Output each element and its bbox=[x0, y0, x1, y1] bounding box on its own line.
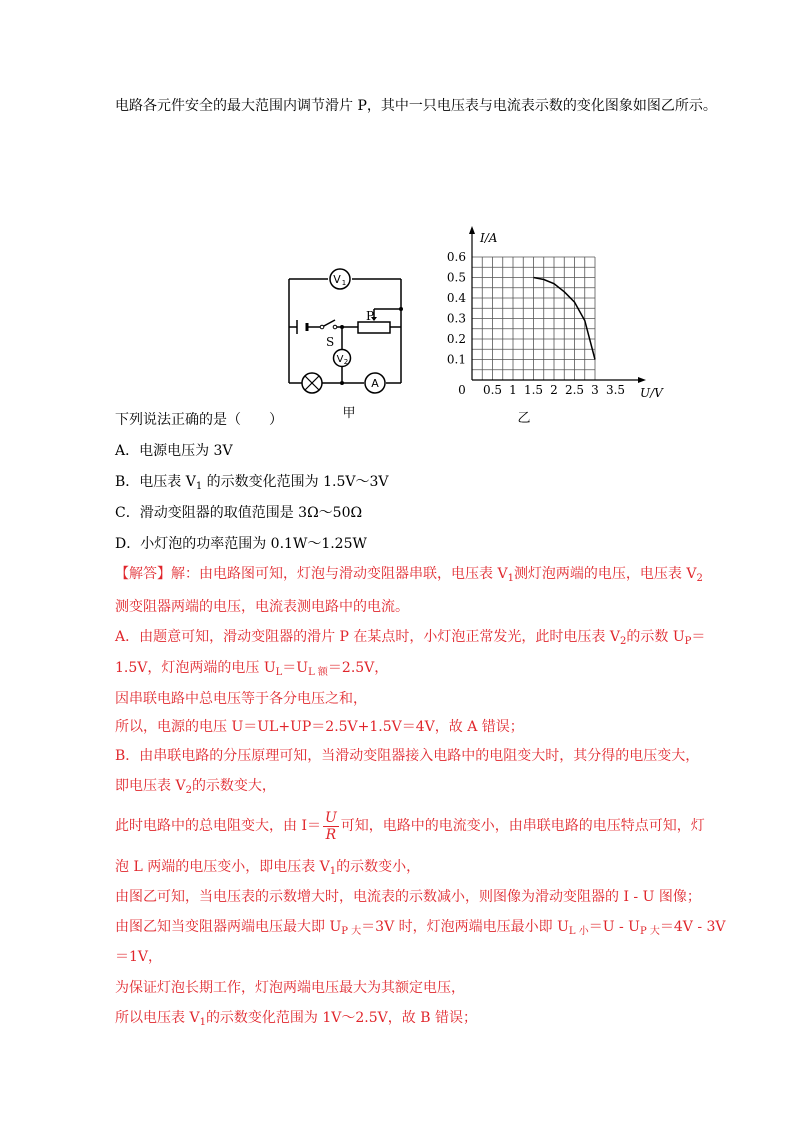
solution-line-6: 所以，电源的电压 U＝UL+UP＝2.5V+1.5V＝4V，故 A 错误； bbox=[115, 719, 524, 735]
v1-meter-subscript: 1 bbox=[341, 279, 347, 287]
solution-line-15: 所以电压表 $V_1$的示数变化范围为 1V～2.5V，故 B 错误； bbox=[115, 1010, 477, 1028]
y-tick-label: 0.5 bbox=[446, 270, 466, 285]
option-b-text-end: 的示数变化范围为 1.5V～3V bbox=[202, 474, 389, 490]
x-axis-label: U/V bbox=[640, 386, 663, 400]
y-tick-label: 0.1 bbox=[446, 352, 466, 367]
y-tick-labels bbox=[447, 250, 466, 367]
circuit-diagram bbox=[280, 262, 410, 422]
x-tick-label: 3 bbox=[591, 383, 599, 397]
y-axis-label: I/A bbox=[480, 231, 498, 245]
solution-line-14: 为保证灯泡长期工作，灯泡两端电压最大为其额定电压， bbox=[115, 980, 465, 996]
solution-line-11: 由图乙可知，当电压表的示数增大时，电流表的示数减小，则图像为滑动变阻器的 I - U 图像； bbox=[115, 889, 701, 905]
solution-line-9: 此时电路中的总电阻变大，由 I＝ $\frac{U}{R}$ 可知，电路中的电流变小，由串联电路的电压特点可知，灯 bbox=[115, 809, 705, 843]
x-tick-label: 0.5 bbox=[482, 383, 503, 397]
origin-label: 0 bbox=[458, 383, 466, 397]
graph-grid bbox=[472, 257, 595, 380]
solution-line-3: A．由题意可知，滑动变阻器的滑片 P 在某点时，小灯泡正常发光，此时电压表 $V_2$的示数 $U_P=$ bbox=[115, 629, 706, 647]
question-text: 下列说法正确的是（ ） bbox=[115, 412, 283, 428]
solution-line-8: 即电压表 $V_2$的示数变大， bbox=[115, 778, 276, 796]
fraction-u-over-r: $\frac{U}{R}$ bbox=[324, 809, 337, 843]
solution-line-4: 1.5V，灯泡两端的电压 $U_L=U_{L 额}=2.5V$， bbox=[115, 660, 389, 678]
intro-text: 电路各元件安全的最大范围内调节滑片 P，其中一只电压表与电流表示数的变化图象如图乙所示。 bbox=[115, 98, 717, 114]
v2-meter-label: V bbox=[336, 354, 344, 365]
option-c: C．滑动变阻器的取值范围是 3Ω～50Ω bbox=[115, 505, 363, 521]
solution-line-13: ＝1V， bbox=[115, 949, 163, 965]
x-tick-label: 1 bbox=[509, 383, 517, 397]
x-tick-labels bbox=[483, 383, 625, 397]
y-tick-label: 0.4 bbox=[446, 291, 466, 305]
graph-caption: 乙 bbox=[517, 411, 531, 426]
option-b-text: B．电压表 V bbox=[115, 474, 196, 490]
solution-line-7: B．由串联电路的分压原理可知，当滑动变阻器接入电路中的电阻变大时，其分得的电压变大， bbox=[115, 748, 700, 764]
y-tick-label: 0.6 bbox=[446, 250, 466, 264]
option-d: D．小灯泡的功率范围为 0.1W～1.25W bbox=[115, 536, 367, 552]
v2-meter-subscript: 2 bbox=[343, 358, 349, 366]
v1-meter-label: V bbox=[333, 273, 341, 286]
solution-line-5: 因串联电路中总电压等于各分电压之和， bbox=[115, 691, 367, 707]
option-b-subscript: 1 bbox=[195, 481, 203, 492]
x-tick-label: 3.5 bbox=[605, 383, 626, 397]
switch-label: S bbox=[326, 335, 335, 349]
x-tick-label: 1.5 bbox=[523, 383, 544, 397]
y-tick-label: 0.3 bbox=[446, 311, 466, 326]
x-tick-label: 2 bbox=[550, 383, 558, 397]
option-b bbox=[115, 472, 389, 497]
solution-line-10: 泡 L 两端的电压变小，即电压表 $V_1$的示数变小， bbox=[115, 859, 421, 877]
iu-graph bbox=[440, 222, 670, 432]
circuit-caption: 甲 bbox=[342, 406, 356, 421]
ammeter-label: A bbox=[371, 377, 379, 390]
x-tick-label: 2.5 bbox=[564, 383, 585, 397]
solution-line-1: 【解答】解：由电路图可知，灯泡与滑动变阻器串联，电压表 $V_1$测灯泡两端的电压，电压表 $V_2$ bbox=[115, 566, 703, 584]
slider-label: P bbox=[366, 309, 375, 323]
y-tick-label: 0.2 bbox=[446, 332, 466, 346]
solution-line-12: 由图乙知当变阻器两端电压最大即 $U_{P 大}=3V$ 时，灯泡两端电压最小即 $U_{L 小}=U - U_{P 大}=4V - 3V$ bbox=[115, 919, 726, 937]
solution-line-2: 测变阻器两端的电压，电流表测电路中的电流。 bbox=[115, 599, 409, 615]
option-a: A．电源电压为 3V bbox=[115, 443, 233, 459]
